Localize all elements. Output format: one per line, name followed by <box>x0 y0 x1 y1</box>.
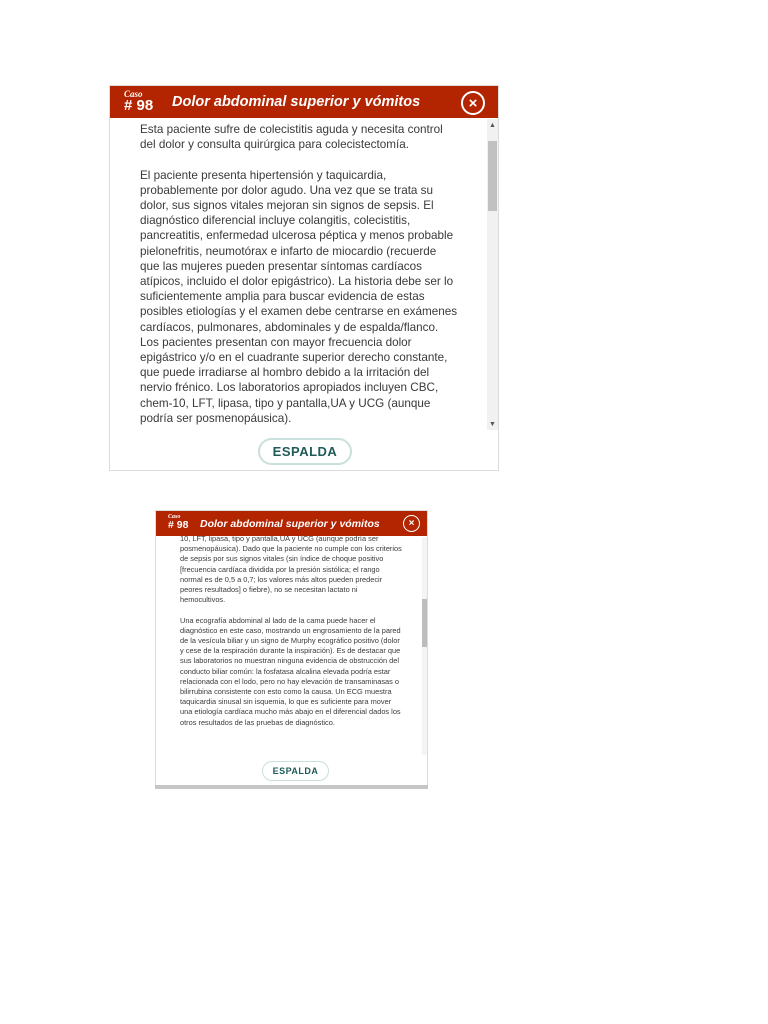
scroll-down-arrow-icon[interactable]: ▼ <box>489 420 496 428</box>
vertical-scrollbar[interactable] <box>487 119 498 430</box>
paragraph: Una ecografía abdominal al lado de la cama puede hacer el diagnóstico en este caso, mostrando un engrosamiento de la pared de la vesícula biliar y un signo de Murphy ecográfico positivo (dolor y cese de la respiración durante la inspiración). Es de destacar que sus laboratorios no muestran ninguna evidencia de obstrucción del conducto biliar común: la fosfatasa alcalina elevada podría estar relacionada con el lodo, pero no hay elevación de transaminasas o bilirrubina consistente con esto como la causa. Un ECG muestra taquicardia sinusal sin isquemia, lo que es suficiente para mover una etiología cardíaca mucho más abajo en el diferencial dados los otros resultados de las pruebas de diagnóstico. <box>180 615 401 727</box>
back-button[interactable]: ESPALDA <box>258 438 352 465</box>
dialog-title: Dolor abdominal superior y vómitos <box>200 518 380 530</box>
close-icon[interactable]: × <box>403 515 420 532</box>
case-number: # 98 <box>168 519 189 531</box>
case-number: # 98 <box>124 97 154 114</box>
close-icon[interactable]: × <box>461 91 485 115</box>
dialog-title: Dolor abdominal superior y vómitos <box>172 94 421 110</box>
case-badge <box>124 90 153 113</box>
dialog-header <box>110 86 498 118</box>
scroll-up-arrow-icon[interactable]: ▲ <box>489 121 496 129</box>
dialog-body-text[interactable] <box>140 122 458 430</box>
back-button[interactable]: ESPALDA <box>262 761 329 781</box>
dialog-body-text[interactable] <box>180 534 404 756</box>
dialog-header <box>156 511 427 536</box>
case-dialog-2 <box>155 510 428 788</box>
paragraph: Esta paciente sufre de colecistitis aguda y necesita control del dolor y consulta quirúrgica para colecistectomía. <box>140 123 443 152</box>
case-badge <box>168 514 188 531</box>
paragraph: 10, LFT, lipasa, tipo y pantalla,UA y UCG (aunque podría ser posmenopáusica). Dado que la paciente no cumple con los criterios de sepsis por sus signos vitales (sin índice de choque positivo [frecuencia cardíaca dividida por la presión sistólica; el rango normal es de 0,5 a 0,7; los valores más altos pueden predecir peores resultados] o fiebre), no se necesitan lactato ni hemocultivos. <box>180 534 402 605</box>
scroll-thumb[interactable] <box>422 599 427 647</box>
scroll-thumb[interactable] <box>488 141 497 211</box>
background-image-strip <box>155 785 428 789</box>
vertical-scrollbar[interactable] <box>422 537 427 755</box>
case-label: Caso <box>168 514 181 520</box>
case-dialog-1 <box>109 85 499 471</box>
paragraph: El paciente presenta hipertensión y taquicardia, probablemente por dolor agudo. Una vez que se trata su dolor, sus signos vitales mejoran sin signos de sepsis. El diagnóstico diferencial incluye colangitis, colecistitis, pancreatitis, enfermedad ulcerosa péptica y menos probable pielonefritis, neumotórax e infarto de miocardio (recuerde que las mujeres pueden presentar síntomas cardíacos atípicos, incluido el dolor epigástrico). La historia debe ser lo suficientemente amplia para buscar evidencia de estas posibles etiologías y el examen debe centrarse en exámenes cardíacos, pulmonares, abdominales y de espalda/flanco. Los pacientes presentan con mayor frecuencia dolor epigástrico y/o en el cuadrante superior derecho constante, que puede irradiarse al hombro debido a la irritación del nervio frénico. Los laboratorios apropiados incluyen CBC, chem-10, LFT, lipasa, tipo y pantalla,UA y UCG (aunque podría ser posmenopáusica). <box>140 168 458 425</box>
case-label: Caso <box>124 89 143 99</box>
